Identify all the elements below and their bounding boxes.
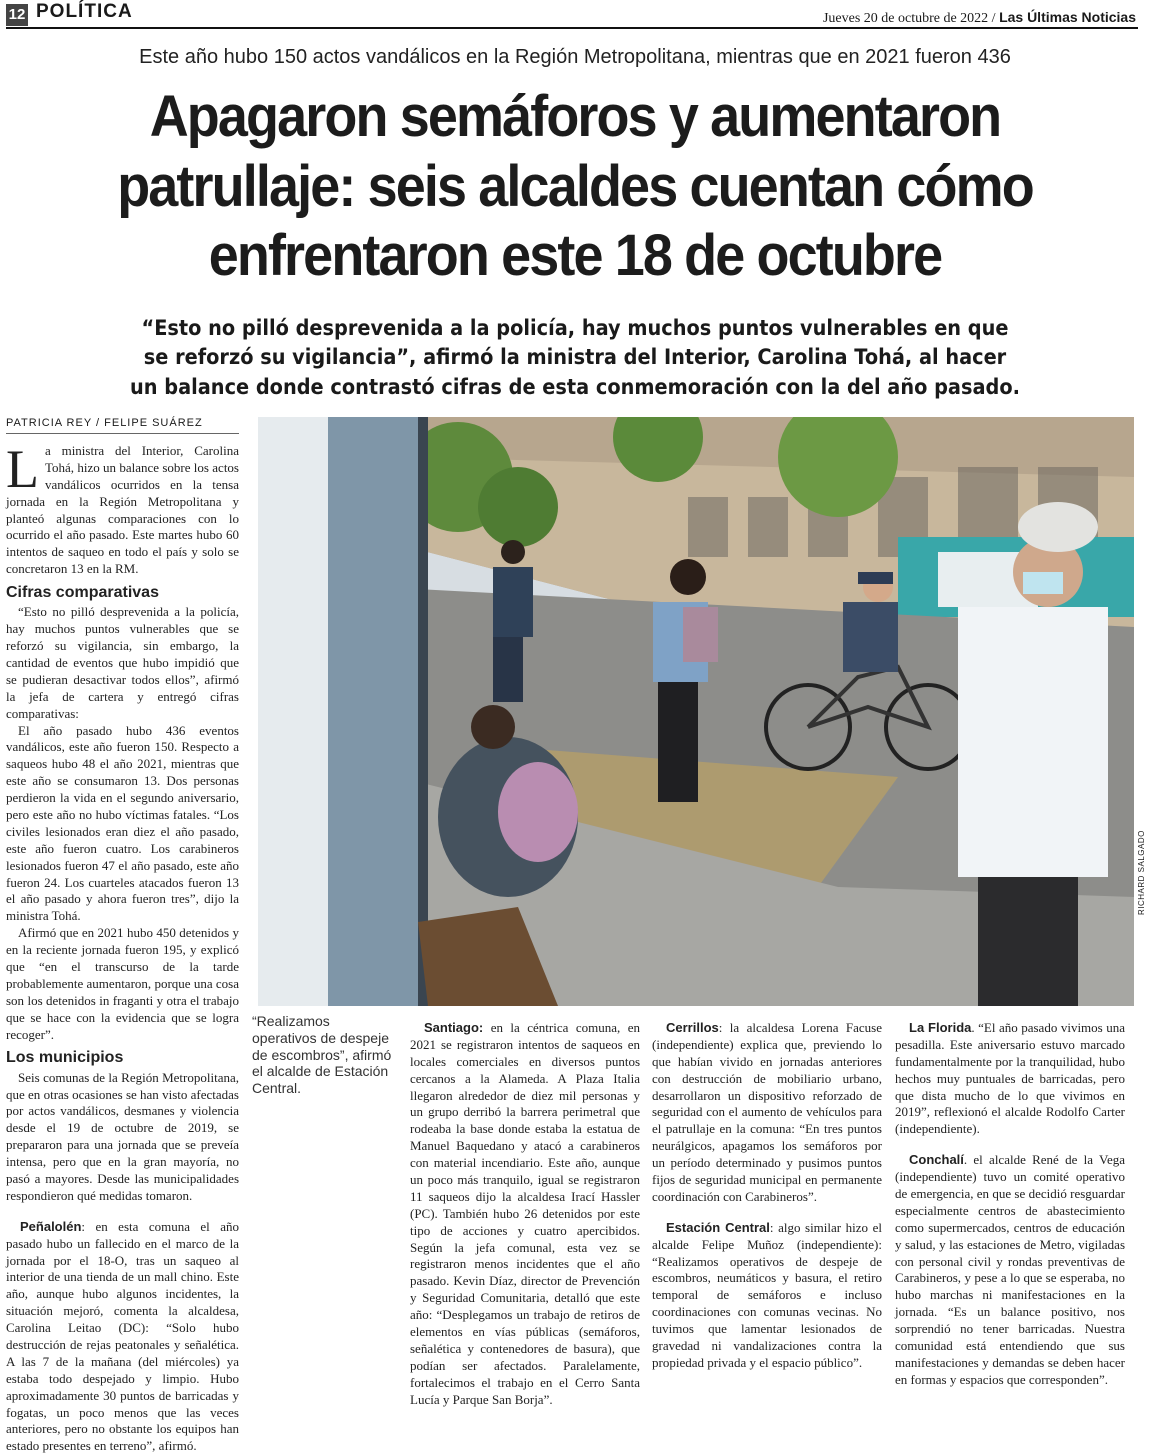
kicker: Este año hubo 150 actos vandálicos en la Región Metropolitana, mientras que en 2021 fueron 436 [139,46,1011,68]
byline-rule [6,433,239,434]
dateline [823,9,1136,27]
photo-credit: RICHARD SALGADO [1137,830,1146,915]
paragraph: “Esto no pilló desprevenida a la policía, hay muchos puntos vulnerables que se reforzó su vigilancia, sin embargo, la cantidad de eventos que hubo impidió que se pudieran desactivar todos ellos”, afirmó la jefa de cartera y entregó cifras comparativas: [6,604,239,721]
article-column-2 [410,1020,640,1408]
photo-illustration [258,417,1134,1006]
article-column-4 [895,1020,1125,1389]
commune-text: : algo similar hizo el alcalde Felipe Muñoz (independiente): “Realizamos operativos de despeje de escombros, neumáticos y basura, el retiro temporal de semáforos e incluso coordinaciones con comunas vecinas. No tuvimos que lamentar lesionados de gravedad ni vandalizaciones contra la propiedad privada y el espacio público”. [652,1219,882,1370]
paragraph-estacion-central [652,1220,882,1372]
paragraph-cerrillos [652,1020,882,1206]
commune-name: Conchalí [909,1152,964,1168]
byline: PATRICIA REY / FELIPE SUÁREZ [6,417,203,429]
article-column-3 [652,1020,882,1372]
drop-cap: L [6,439,39,499]
subhead-cifras: Cifras comparativas [6,584,159,602]
header-rule [6,27,1138,29]
intro-text: a ministra del Interior, Carolina Tohá, hizo un balance sobre los actos vandálicos ocurridos en la tensa jornada en la Región Metropolitana y planteó algunas comparaciones con lo ocurrido el año pasado. Este martes hubo 60 intentos de saqueo en todo el país y solo se concretaron 13 en la RM. [6,443,239,577]
paragraph-la-florida [895,1020,1125,1138]
issue-date: Jueves 20 de octubre de 2022 / [822,11,1000,26]
page-number: 12 [6,4,28,26]
paragraph-santiago [410,1020,640,1408]
paragraph: Afirmó que en 2021 hubo 450 detenidos y en la reciente jornada fueron 195, y explicó que “en el transcurso de la tarde probablemente aumentaron, porque una cosa son los detenidos in fraganti y otra el trabajo que se hace con la evidencia que se logra recoger”. [6,925,239,1042]
section-title: POLÍTICA [36,1,133,22]
commune-name: Peñalolén [20,1218,82,1234]
street-photo [258,417,1134,1006]
paragraph: Seis comunas de la Región Metropolitana, que en otras ocasiones se han visto afectadas por actos vandálicos, desmanes y violencia desde el 19 de octubre de 2019, se prepararon para una jornada que se preveía intensa, pero que en la gran mayoría, no pasó a mayores. Desde las municipalidades respondieron qué medidas tomaron. [6,1069,239,1203]
commune-text: : la alcaldesa Lorena Facuse (independiente) explica que, previendo lo que habían vivido en jornadas anteriores con destrucción de mobiliario urbano, desarrollaron un dispositivo reforzado de seguridad con el aumento de vehículos para el patrullaje en la comuna: “En tres puntos neurálgicos, apagamos los semáforos por un período determinado y pusimos puntos fijos de seguridad municipal en permanente coordinación con Carabineros”. [652,1020,882,1204]
commune-name: La Florida [909,1020,972,1035]
headline: Apagaron semáforos y aumentaron patrullaje: seis alcaldes cuentan cómo enfrentaron este 18 de octubre [117,84,1033,289]
commune-text: . el alcalde René de la Vega (independiente) tuvo un comité operativo de emergencia, en que se decidió resguardar especialmente centros de abastecimiento como supermercados, centros de educación y salud, y las estaciones de Metro, vigiladas con personal civil y rondas preventivas de Carabineros, y pese a lo que se esperaba, no hubo marchas ni manifestaciones en la jornada. “Es un balance positivo, nos sorprendió no tener barricadas. Nuestra comunidad está entendiendo que sus manifestaciones y demandas se deben hacer en formas y espacios que corresponden”. [895,1152,1125,1387]
deck: “Esto no pilló desprevenida a la policía, hay muchos puntos vulnerables en que se reforzó su vigilancia”, afirmó la ministra del Interior, Carolina Tohá, al hacer un balance donde contrastó cifras de esta conmemoración con la del año pasado. [130,316,1020,399]
commune-text: : en esta comuna el año pasado hubo un fallecido en el marco de la jornada por el 18-O, tras un saqueo al interior de una tienda de un mall chino. Este año, aunque hubo algunos incidentes, la situación mejoró, comenta la alcaldesa, Carolina Leitao (DC): “Solo hubo destrucción de rejas peatonales y señalética. A las 7 de la mañana (del miércoles) ya estaba todo despejado y limpio. Hubo aproximadamente 30 puntos de barricadas y fogatas, un poco menos que las veces anteriores, pero no obstante los equipos han estado presentes en terreno”, afirmó. [6,1218,239,1454]
commune-name: Estación Central [666,1219,770,1235]
photo-caption: “Realizamos operativos de despeje de escombros”, afirmó el alcalde de Estación Central. [252,1013,392,1097]
commune-name: Santiago: [424,1020,484,1035]
paragraph-penalolen [6,1219,239,1455]
commune-text: en la céntrica comuna, en 2021 se registraron intentos de saqueos en locales comerciales en diversos puntos cercanos a la Alameda. A Plaza Italia llegaron alrededor de diez mil personas y un grupo derribó la barrera perimetral que rodeaba la base donde estaba la estatua de Manuel Baquedano y atacó a carabineros con material incendiario. Este año, aunque un poco más tranquilo, igual se registraron 11 saqueos dijo la alcaldesa Irací Hassler (PC). También hubo 26 detenidos por este tipo de acciones y cuatro apercibidos. Según la jefa comunal, esta vez se registraron menos incidentes que el año pasado. Kevin Díaz, director de Prevención y Seguridad Comunitaria, detalló que este año: “Desplegamos un trabajo de retiros de elementos en vías públicas (semáforos, señalética y contenedores de basura), que podían ser afectados. Paralelamente, fortalecimos el trabajo en el Cerro Santa Lucía y Parque San Borja”. [410,1020,640,1407]
commune-text: . “El año pasado vivimos una pesadilla. Este aniversario estuvo marcado fundamentalmente por la tranquilidad, hubo hechos muy puntuales de barricadas, pero que dista mucho de lo que vivimos en 2019”, reflexionó el alcalde Rodolfo Carter (independiente). [895,1020,1125,1137]
newspaper-name: Las Últimas Noticias [999,9,1136,25]
commune-name: Cerrillos [666,1020,719,1035]
subhead-municipios: Los municipios [6,1049,124,1067]
article-column-1 [6,439,239,1455]
paragraph: El año pasado hubo 436 eventos vandálicos, este año fueron 150. Respecto a saqueos hubo 48 el año 2021, mientras que este año se consumaron 13. Dos personas perdieron la vida en el segundo aniversario, pero este año no hubo víctimas fatales. “Los civiles lesionados eran diez el año pasado, este año fueron cuatro. Los carabineros lesionados fueron 47 el año pasado, este año fueron 24. Los cuarteles atacados fueron 13 el año pasado y ahora fueron tres”, dijo la ministra Tohá. [6,722,239,924]
paragraph-conchali [895,1152,1125,1388]
